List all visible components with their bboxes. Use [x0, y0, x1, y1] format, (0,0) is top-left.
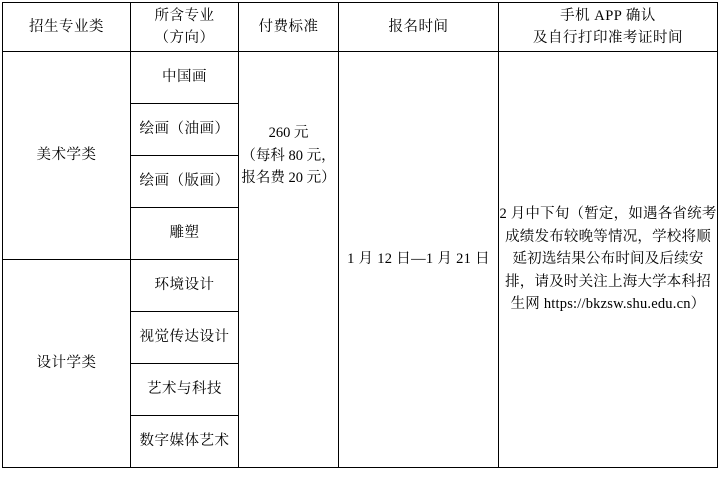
fee-line-2: （每科 80 元， [241, 147, 336, 164]
column-header-category [3, 3, 131, 52]
major-visual-communication-design: 视觉传达设计 [131, 312, 239, 364]
fee-line-3: 报名费 20 元） [241, 169, 336, 186]
major-painting-printmaking: 绘画（版画） [131, 156, 239, 208]
major-sculpture: 雕塑 [131, 208, 239, 260]
admission-majors-table [2, 2, 718, 468]
column-header-signup-time-text: 报名时间 [388, 18, 449, 35]
column-header-category-text: 招生专业类 [29, 18, 104, 35]
column-header-signup-time [339, 3, 499, 52]
signup-time-cell: 1 月 12 日—1 月 21 日 [339, 52, 499, 468]
admission-table-page [0, 2, 720, 488]
major-environmental-design: 环境设计 [131, 260, 239, 312]
major-digital-media-art: 数字媒体艺术 [131, 416, 239, 468]
column-header-fee [239, 3, 339, 52]
table-header [3, 3, 718, 52]
column-header-confirm-time [499, 3, 718, 52]
major-painting-oil: 绘画（油画） [131, 104, 239, 156]
confirm-note-cell: 2 月中下旬（暂定，如遇各省统考成绩发布较晚等情况，学校将顺延初选结果公布时间及后续安排，请及时关注上海大学本科招生网 https://bkzsw.shu.edu.cn） [499, 52, 718, 468]
category-design: 设计学类 [3, 260, 131, 468]
column-header-confirm-time-line2: 及自行打印准考证时间 [533, 30, 683, 46]
category-fine-arts: 美术学类 [3, 52, 131, 260]
column-header-confirm-time-line1: 手机 APP 确认 [560, 7, 656, 24]
major-chinese-painting: 中国画 [131, 52, 239, 104]
fee-cell [239, 52, 339, 260]
fee-cell-design [239, 260, 339, 468]
fee-line-1: 260 元 [268, 125, 309, 142]
table-body [3, 52, 718, 468]
table-header-row [3, 3, 718, 52]
column-header-majors-line2: （方向） [154, 30, 215, 46]
column-header-fee-text: 付费标准 [258, 18, 319, 35]
column-header-majors-line1: 所含专业 [154, 7, 215, 24]
column-header-majors [131, 3, 239, 52]
table-row [3, 52, 718, 104]
major-art-and-technology: 艺术与科技 [131, 364, 239, 416]
